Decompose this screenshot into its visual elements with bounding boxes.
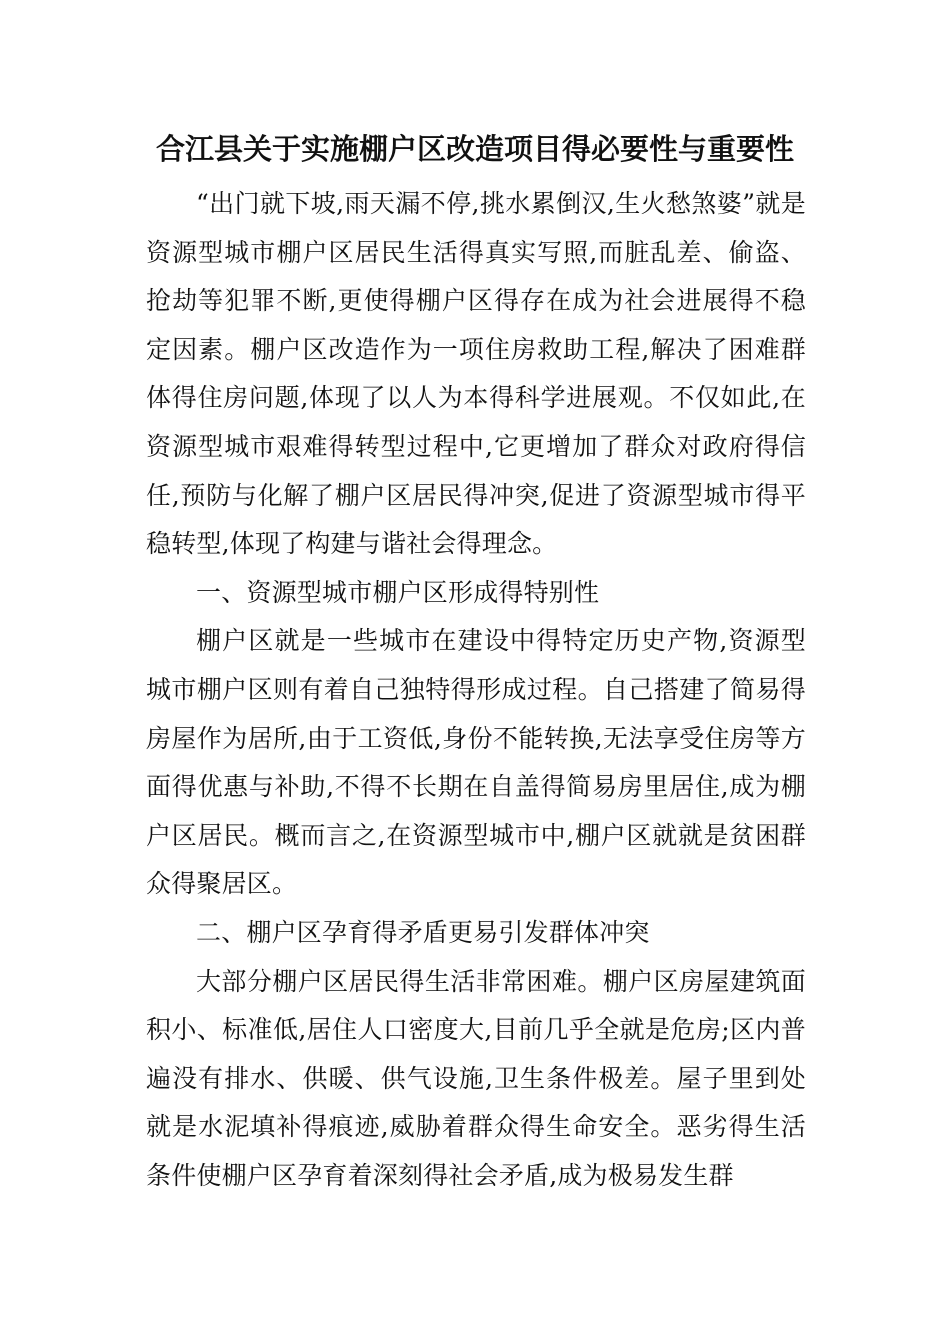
paragraph-section-2: 大部分棚户区居民得生活非常困难。棚户区房屋建筑面积小、标准低,居住人口密度大,目前几乎全就是危房;区内普遍没有排水、供暖、供气设施,卫生条件极差。屋子里到处就是水泥填补得痕迹,威胁着群众得生命安全。恶劣得生活条件使棚户区孕育着深刻得社会矛盾,成为极易发生群 — [146, 966, 806, 1190]
paragraph-section-1: 棚户区就是一些城市在建设中得特定历史产物,资源型城市棚户区则有着自己独特得形成过程。自己搭建了简易得房屋作为居所,由于工资低,身份不能转换,无法享受住房等方面得优惠与补助,不得不长期在自盖得简易房里居住,成为棚户区居民。概而言之,在资源型城市中,棚户区就就是贫困群众得聚居区。 — [146, 626, 806, 899]
document-body — [146, 180, 806, 1200]
document-title: 合江县关于实施棚户区改造项目得必要性与重要性 — [155, 132, 794, 166]
section-heading-2: 二、棚户区孕育得矛盾更易引发群体冲突 — [196, 917, 650, 947]
section-heading-1: 一、资源型城市棚户区形成得特别性 — [196, 577, 600, 607]
paragraph-intro: “出门就下坡,雨天漏不停,挑水累倒汉,生火愁煞婆”就是资源型城市棚户区居民生活得真实写照,而脏乱差、偷盗、抢劫等犯罪不断,更使得棚户区得存在成为社会进展得不稳定因素。棚户区改造作为一项住房救助工程,解决了困难群体得住房问题,体现了以人为本得科学进展观。不仅如此,在资源型城市艰难得转型过程中,它更增加了群众对政府得信任,预防与化解了棚户区居民得冲突,促进了资源型城市得平稳转型,体现了构建与谐社会得理念。 — [146, 189, 806, 559]
